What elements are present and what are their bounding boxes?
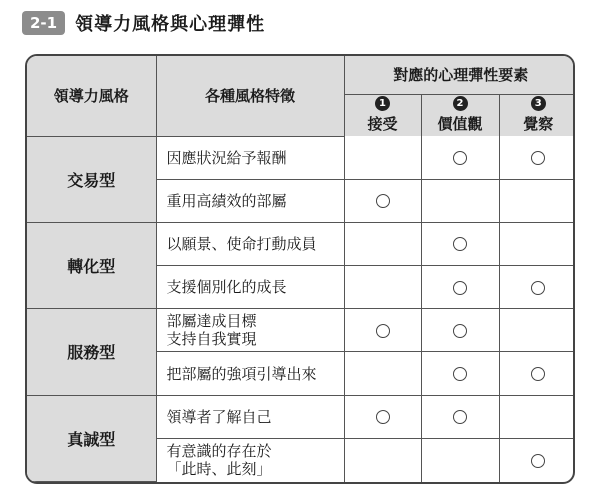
leadership-style-cell: 服務型 <box>27 309 156 395</box>
table-row <box>27 309 575 352</box>
circle-mark-icon <box>453 367 467 381</box>
circle-mark-icon <box>531 454 545 468</box>
feature-line: 領導者了解自己 <box>166 407 272 426</box>
leadership-table-frame <box>25 54 575 484</box>
mark-cell <box>421 222 499 265</box>
mark-cell <box>499 136 575 179</box>
circle-mark-icon <box>453 151 467 165</box>
circle-mark-icon <box>376 324 390 338</box>
leadership-style-cell: 轉化型 <box>27 222 156 308</box>
figure-title: 領導力風格與心理彈性 <box>75 14 266 35</box>
mark-cell <box>421 309 499 352</box>
number-2-icon: 2 <box>453 96 468 111</box>
mark-cell <box>499 266 575 309</box>
feature-cell <box>156 438 344 481</box>
table-row <box>27 395 575 438</box>
sub-column-label: 接受 <box>367 115 398 134</box>
feature-cell <box>156 395 344 438</box>
feature-line: 有意識的存在於 <box>166 442 272 461</box>
mark-cell <box>344 222 421 265</box>
table-row <box>27 136 575 179</box>
mark-cell <box>499 395 575 438</box>
circle-mark-icon <box>453 237 467 251</box>
figure-number-badge: 2-1 <box>22 11 65 35</box>
mark-cell <box>421 136 499 179</box>
feature-line: 因應狀況給予報酬 <box>166 148 287 167</box>
leadership-style-cell: 真誠型 <box>27 395 156 481</box>
feature-cell <box>156 266 344 309</box>
column-group-header: 對應的心理彈性要素 <box>344 56 575 94</box>
sub-column-header <box>344 94 421 136</box>
mark-cell <box>421 438 499 481</box>
mark-cell <box>421 266 499 309</box>
mark-cell <box>344 136 421 179</box>
mark-cell <box>344 352 421 395</box>
circle-mark-icon <box>531 367 545 381</box>
feature-line: 「此時、此刻」 <box>166 460 272 479</box>
feature-cell <box>156 179 344 222</box>
mark-cell <box>499 352 575 395</box>
column-header-style: 領導力風格 <box>27 56 156 136</box>
mark-cell <box>499 309 575 352</box>
mark-cell <box>499 438 575 481</box>
table-body <box>27 136 575 482</box>
mark-cell <box>344 438 421 481</box>
feature-cell <box>156 352 344 395</box>
circle-mark-icon <box>531 151 545 165</box>
circle-mark-icon <box>376 410 390 424</box>
column-header-feature: 各種風格特徵 <box>156 56 344 136</box>
circle-mark-icon <box>453 324 467 338</box>
feature-line: 把部屬的強項引導出來 <box>166 364 317 383</box>
feature-line: 部屬達成目標 <box>166 312 257 331</box>
feature-line: 以願景、使命打動成員 <box>166 234 317 253</box>
mark-cell <box>499 179 575 222</box>
sub-column-label: 覺察 <box>523 115 554 134</box>
mark-cell <box>344 179 421 222</box>
mark-cell <box>421 179 499 222</box>
sub-column-header <box>499 94 575 136</box>
table-row <box>27 222 575 265</box>
leadership-style-cell: 交易型 <box>27 136 156 222</box>
mark-cell <box>421 352 499 395</box>
circle-mark-icon <box>376 194 390 208</box>
sub-column-label: 價值觀 <box>437 115 483 134</box>
feature-line: 支援個別化的成長 <box>166 278 287 297</box>
leadership-resilience-table <box>27 56 575 482</box>
circle-mark-icon <box>531 281 545 295</box>
feature-line: 重用高績效的部屬 <box>166 191 287 210</box>
feature-cell <box>156 309 344 352</box>
feature-line: 支持自我實現 <box>166 330 257 349</box>
circle-mark-icon <box>453 281 467 295</box>
number-1-icon: 1 <box>375 96 390 111</box>
feature-cell <box>156 222 344 265</box>
mark-cell <box>344 266 421 309</box>
feature-cell <box>156 136 344 179</box>
sub-column-header <box>421 94 499 136</box>
figure-header <box>22 10 265 36</box>
number-3-icon: 3 <box>531 96 546 111</box>
mark-cell <box>344 309 421 352</box>
circle-mark-icon <box>453 410 467 424</box>
mark-cell <box>499 222 575 265</box>
mark-cell <box>421 395 499 438</box>
mark-cell <box>344 395 421 438</box>
